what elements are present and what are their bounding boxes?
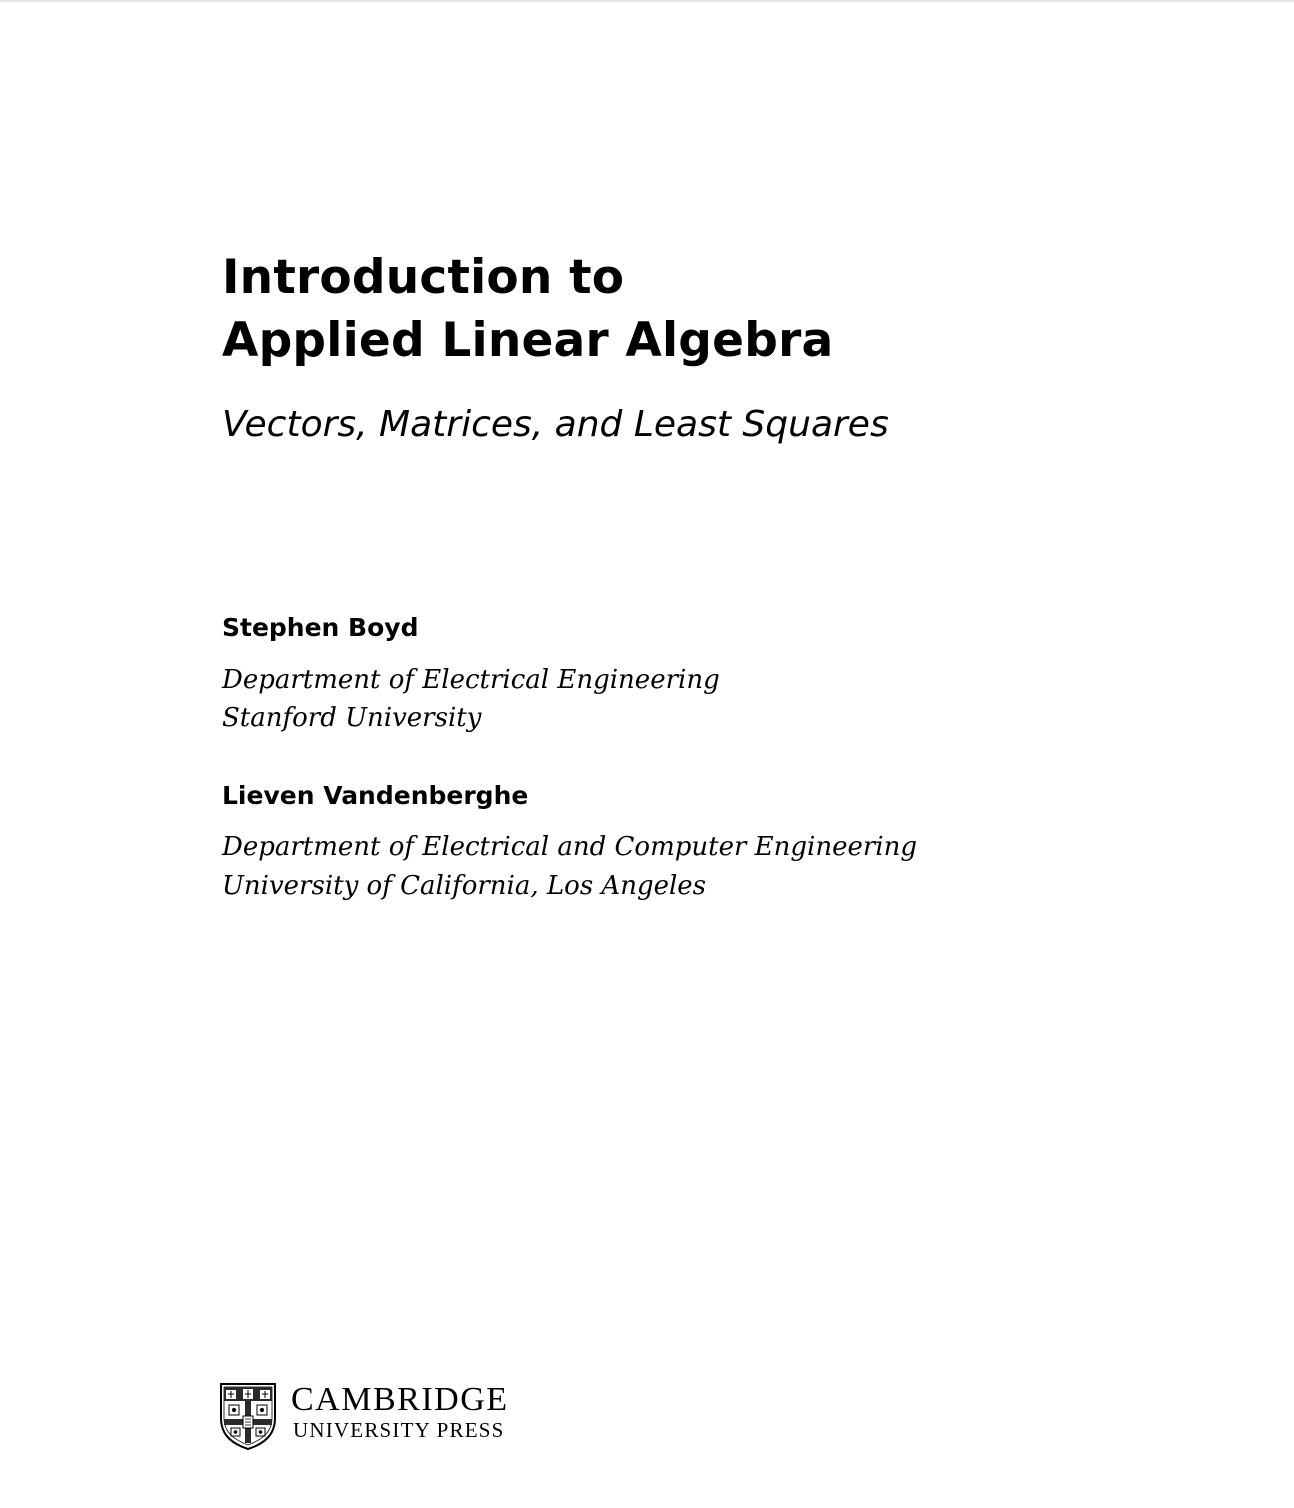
author-affiliation-vandenberghe-university: University of California, Los Angeles — [222, 871, 707, 901]
book-title — [222, 246, 833, 372]
author-affiliation-boyd-university: Stanford University — [222, 703, 482, 733]
book-title-line-1: Introduction to — [222, 250, 625, 305]
page-top-edge — [0, 0, 1294, 3]
book-subtitle: Vectors, Matrices, and Least Squares — [222, 404, 889, 445]
author-name-vandenberghe: Lieven Vandenberghe — [222, 781, 529, 810]
author-name-boyd: Stephen Boyd — [222, 613, 419, 642]
publisher-name: CAMBRIDGE — [291, 1381, 509, 1418]
cambridge-crest-icon — [219, 1382, 277, 1450]
author-affiliation-vandenberghe-department: Department of Electrical and Computer Engineering — [222, 832, 917, 862]
author-affiliation-boyd-department: Department of Electrical Engineering — [222, 665, 720, 695]
publisher-subname: UNIVERSITY PRESS — [293, 1418, 505, 1442]
publisher-logo — [219, 1382, 509, 1450]
book-title-line-2: Applied Linear Algebra — [222, 313, 834, 368]
